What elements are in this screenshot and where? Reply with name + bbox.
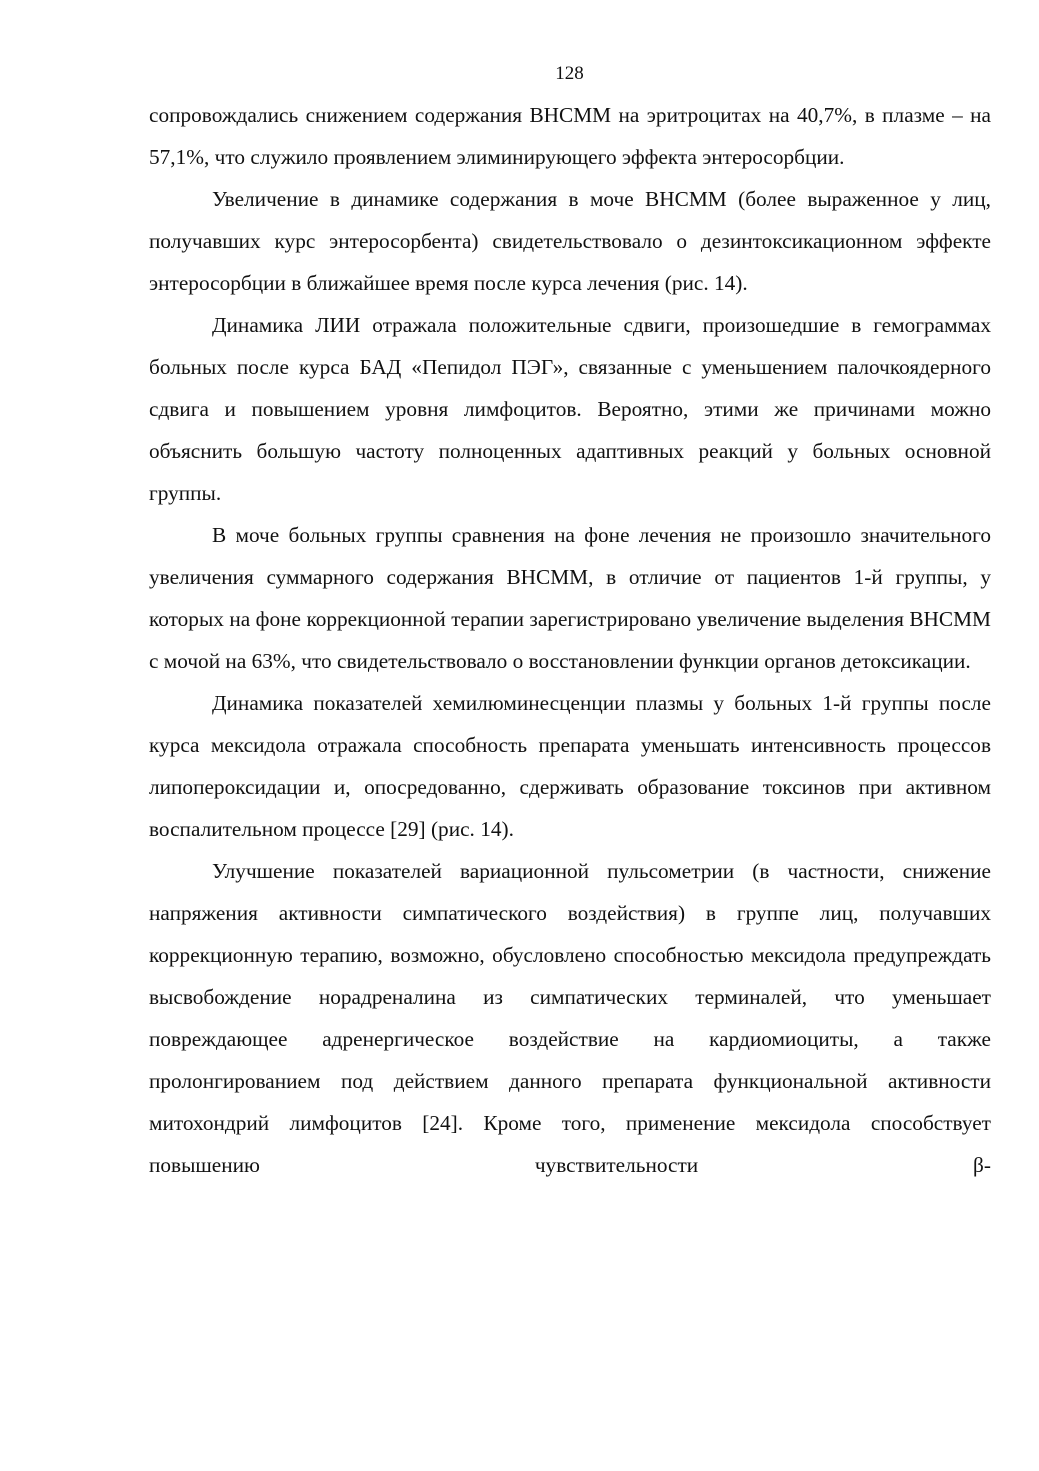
body-text (149, 94, 991, 1186)
paragraph-3: Динамика ЛИИ отражала положительные сдвиги, произошедшие в гемограммах больных после курса БАД «Пепидол ПЭГ», связанные с уменьшением палочкоядерного сдвига и повышением уровня лимфоцитов. Вероятно, этими же причинами можно объяснить большую частоту полноценных адаптивных реакций у больных основной группы. (149, 313, 991, 505)
paragraph-2: Увеличение в динамике содержания в моче ВНСММ (более выраженное у лиц, получавших курс энтеросорбента) свидетельствовало о дезинтоксикационном эффекте энтеросорбции в ближайшее время после курса лечения (рис. 14). (149, 187, 991, 295)
paragraph-1: сопровождались снижением содержания ВНСММ на эритроцитах на 40,7%, в плазме – на 57,1%, что служило проявлением элиминирующего эффекта энтеросорбции. (149, 103, 991, 169)
paragraph-6: Улучшение показателей вариационной пульсометрии (в частности, снижение напряжения активности симпатического воздействия) в группе лиц, получавших коррекционную терапию, возможно, обусловлено способностью мексидола предупреждать высвобождение норадреналина из симпатических терминалей, что уменьшает повреждающее адренергическое воздействие на кардиомиоциты, а также пролонгированием под действием данного препарата функциональной активности митохондрий лимфоцитов [24]. Кроме того, применение мексидола способствует повышению чувствительности β- (149, 859, 991, 1177)
paragraph-4: В моче больных группы сравнения на фоне лечения не произошло значительного увеличения суммарного содержания ВНСММ, в отличие от пациентов 1-й группы, у которых на фоне коррекционной терапии зарегистрировано увеличение выделения ВНСММ с мочой на 63%, что свидетельствовало о восстановлении функции органов детоксикации. (149, 523, 991, 673)
paragraph-5: Динамика показателей хемилюминесценции плазмы у больных 1-й группы после курса мексидола отражала способность препарата уменьшать интенсивность процессов липопероксидации и, опосредованно, сдерживать образование токсинов при активном воспалительном процессе [29] (рис. 14). (149, 691, 991, 841)
page-number: 128 (555, 63, 584, 84)
